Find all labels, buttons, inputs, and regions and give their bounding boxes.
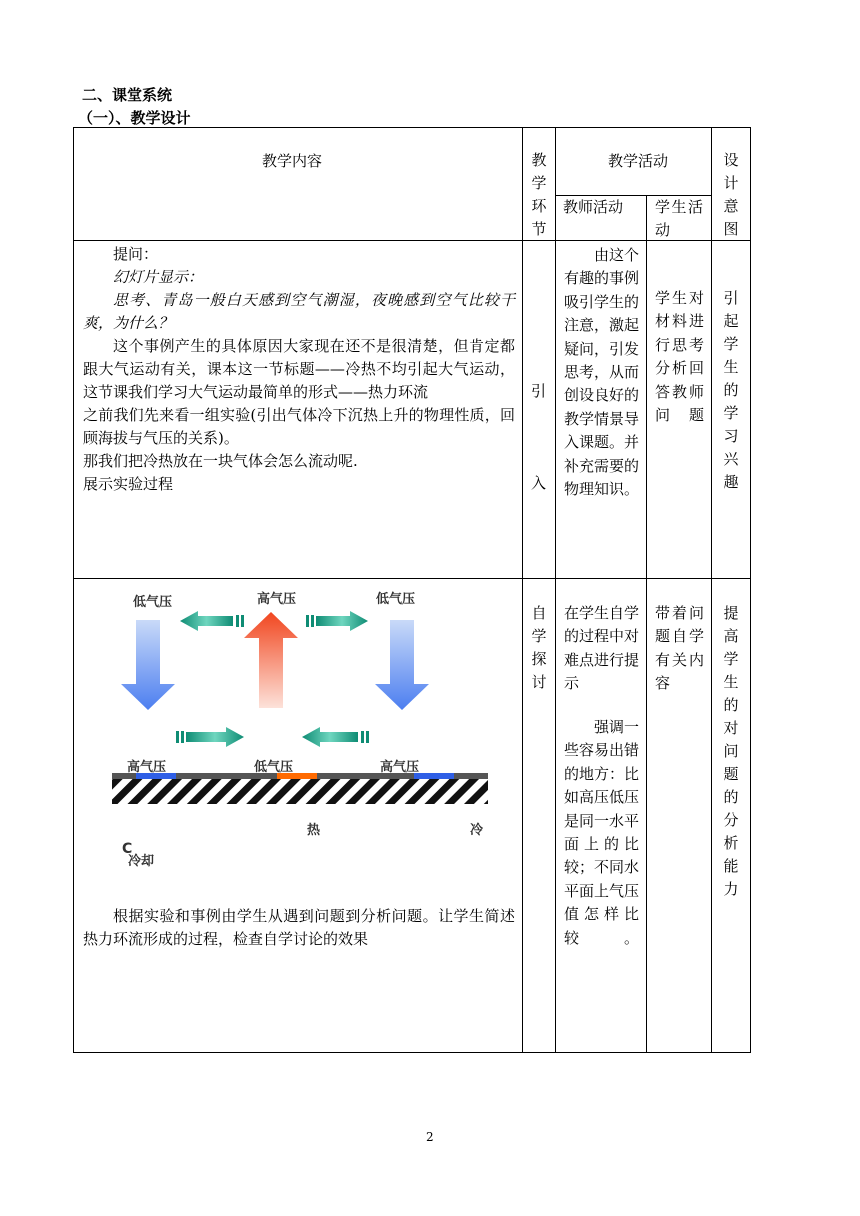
surface-high-right	[414, 773, 454, 779]
row2-content: 根据实验和事例由学生从遇到问题到分析问题。让学生简述热力环流形成的过程，检查自学讨论的效果	[83, 907, 515, 948]
row1-think-question: 思考、青岛一般白天感到空气潮湿，夜晚感到空气比较干爽，为什么？	[83, 291, 515, 332]
row1-slide-label: 幻灯片显示：	[113, 268, 204, 286]
subsection-heading: （一）、教学设计	[78, 109, 191, 127]
lower-flow-arrow-left	[302, 727, 369, 747]
row2-teacher-emphasis: 强调一些容易出错的地方：比如高压低压是同一水平面上的比较；不同水平面上气压值怎样比较。	[564, 718, 640, 947]
label-top-right: 低气压	[376, 592, 416, 607]
header-student	[655, 196, 703, 242]
label-c-mark: C	[122, 841, 133, 857]
row2-intent: 提高学生的对问题的分析能力	[723, 604, 739, 898]
label-bottom-center: 低气压	[254, 760, 294, 775]
row2-teacher-hint: 在学生自学的过程中对难点进行提示	[564, 604, 640, 693]
row2-student: 带着问题自学有关内容	[655, 604, 704, 693]
row1-show-process: 展示实验过程	[83, 475, 174, 493]
sinking-air-arrow-right	[375, 620, 429, 710]
header-intent: 设计意图	[723, 151, 739, 238]
page-number: 2	[426, 1130, 434, 1144]
label-top-center: 高气压	[257, 592, 297, 607]
label-bottom-left: 高气压	[127, 760, 167, 775]
header-student-text: 学生活动	[655, 198, 703, 239]
sinking-air-arrow-left	[121, 620, 175, 710]
label-bottom-right: 高气压	[380, 760, 420, 775]
header-activities: 教学活动	[608, 152, 669, 170]
row1-stage-2: 入	[531, 474, 547, 492]
label-cold: 冷	[470, 823, 484, 838]
label-top-left: 低气压	[133, 595, 173, 610]
thermal-circulation-diagram	[90, 584, 510, 874]
label-cooling: 冷却	[128, 854, 155, 869]
row1-intent: 引起学生的学习兴趣	[723, 289, 739, 491]
row2-stage: 自学探讨	[531, 604, 547, 691]
ground-hatch	[112, 779, 488, 804]
lower-flow-arrow-right	[176, 727, 244, 747]
row1-content	[83, 243, 515, 496]
row1-student: 学生对材料进行思考分析回答教师问题	[655, 289, 704, 425]
row1-flow-question: 那我们把冷热放在一块气体会怎么流动呢.	[83, 452, 358, 470]
row1-explanation: 这个事例产生的具体原因大家现在还不是很清楚，但肯定都跟大气运动有关，课本这一节标题——冷热不均引起大气运动，这节课我们学习大气运动最简单的形式——热力环流	[83, 337, 515, 401]
row1-question: 提问：	[113, 245, 159, 263]
upper-flow-arrow-left	[180, 611, 244, 631]
header-teacher: 教师活动	[563, 198, 624, 216]
header-content: 教学内容	[262, 152, 323, 170]
header-stage: 教学环节	[531, 151, 547, 238]
row1-experiment: 之前我们先来看一组实验(引出气体冷下沉热上升的物理性质，回顾海拔与气压的关系)。	[83, 406, 515, 447]
row1-teacher: 由这个有趣的事例吸引学生的注意，激起疑问，引发思考，从而创设良好的教学情景导入课题。并补充需要的物理知识。	[564, 246, 640, 499]
rising-air-arrow	[244, 612, 298, 708]
section-heading: 二、课堂系统	[82, 86, 173, 104]
label-heat: 热	[307, 823, 321, 838]
row1-stage-1: 引	[531, 382, 547, 400]
upper-flow-arrow-right	[306, 611, 368, 631]
